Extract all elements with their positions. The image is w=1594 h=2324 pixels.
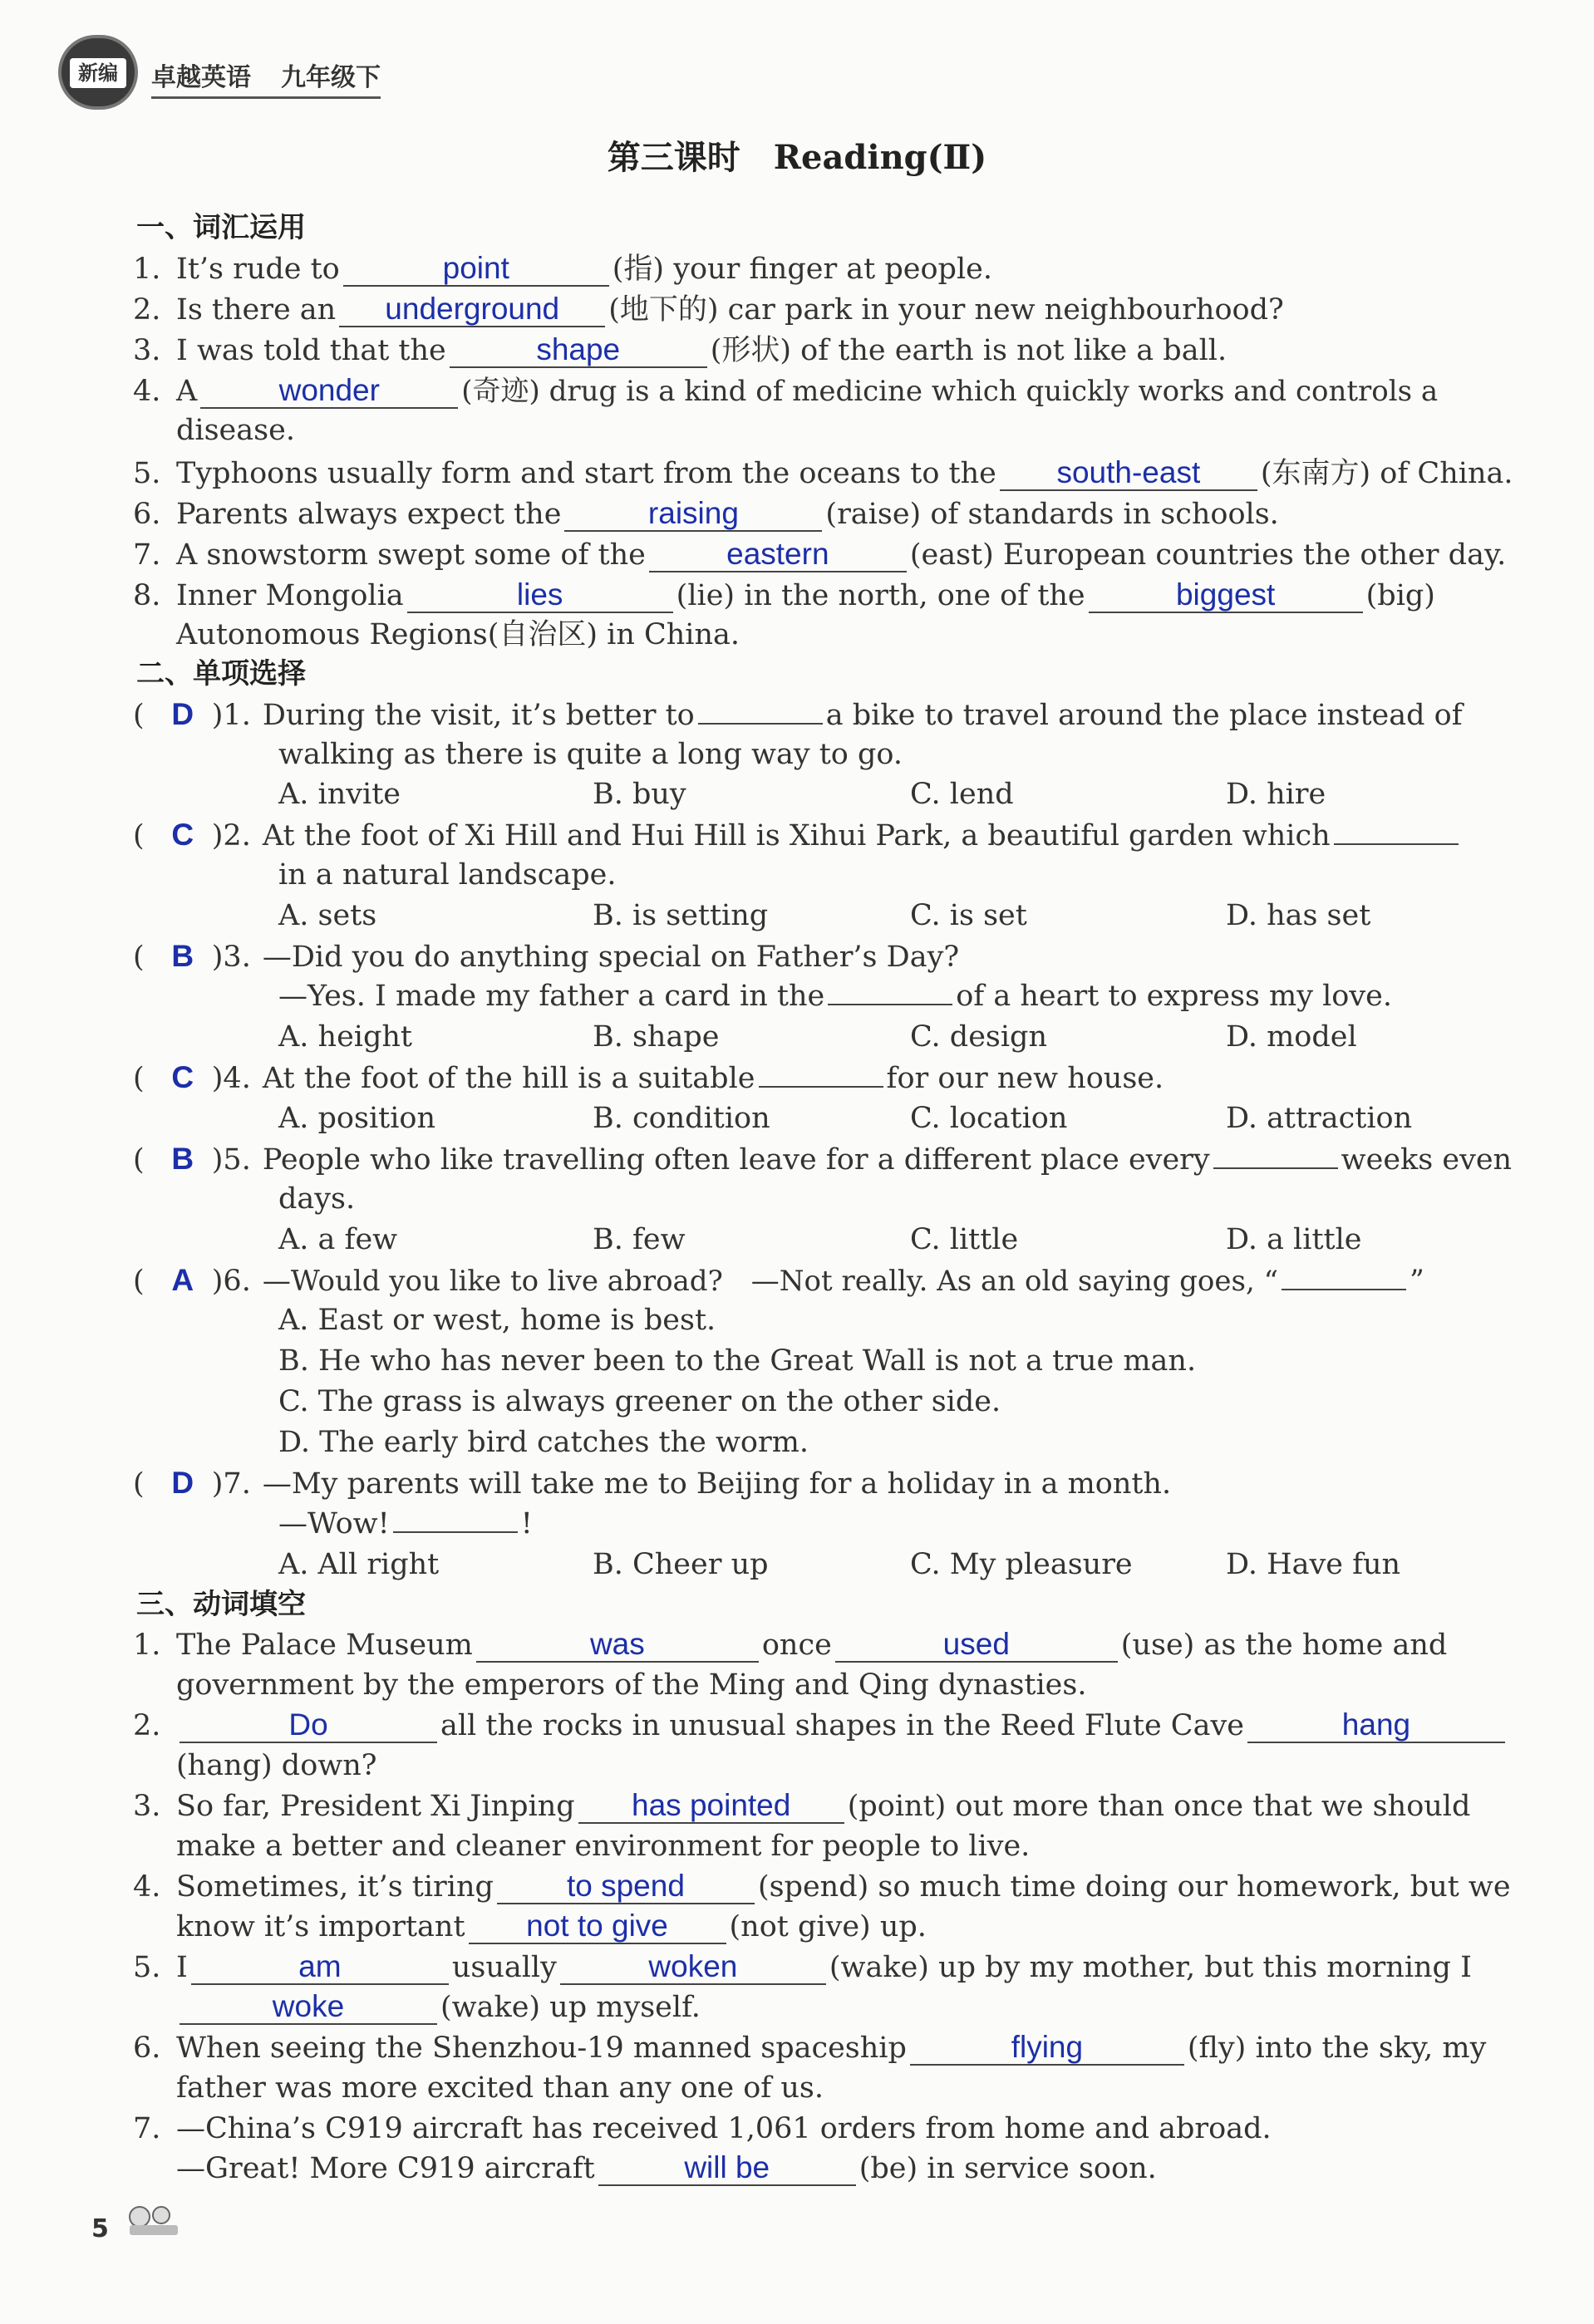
verb-item-4: 4. Sometimes, it’s tiring to spend (spend) so much time doing our homework, but we [133, 1869, 1511, 1904]
answer-blank[interactable]: am [191, 1950, 449, 1985]
mc-question-5: ( B )5. People who like travelling often leave for a different place every weeks even [133, 1139, 1512, 1180]
option[interactable]: D. The early bird catches the worm. [278, 1426, 809, 1459]
vocab-item-4-cont: disease. [176, 414, 295, 447]
verb-item-2: 2. Do all the rocks in unusual shapes in the Reed Flute Cave hang [133, 1706, 1508, 1746]
option[interactable]: B. buy [593, 778, 686, 811]
answer-blank[interactable]: Do [180, 1708, 437, 1743]
option[interactable]: C. little [910, 1223, 1019, 1256]
verb-item-5: 5. I am usually woken (wake) up by my mother, but this morning I [133, 1949, 1472, 1984]
answer-blank[interactable]: biggest [1089, 578, 1363, 613]
option[interactable]: A. position [278, 1102, 436, 1135]
option[interactable]: A. All right [278, 1548, 440, 1581]
answer-blank[interactable] [1282, 1289, 1406, 1290]
verb-item-1: 1. The Palace Museum was once used (use) as the home and [133, 1627, 1448, 1662]
option[interactable]: C. location [910, 1102, 1068, 1135]
vocab-item-6: 6. Parents always expect the raising (raise) of standards in schools. [133, 496, 1279, 531]
option[interactable]: C. design [910, 1020, 1048, 1054]
vocab-item-5: 5. Typhoons usually form and start from the oceans to the south-east (东南方) of China. [133, 455, 1513, 490]
answer-blank[interactable]: woke [180, 1990, 437, 2025]
answer-blank[interactable]: point [343, 252, 609, 287]
mc-answer[interactable]: B [171, 939, 194, 973]
vocab-item-7: 7. A snowstorm swept some of the eastern (east) European countries the other day. [133, 537, 1507, 572]
answer-blank[interactable]: hang [1247, 1708, 1505, 1743]
mc-answer[interactable]: B [171, 1142, 194, 1176]
vocab-item-1: 1. It’s rude to point (指) your finger at people. [133, 251, 992, 286]
answer-blank[interactable]: flying [910, 2031, 1184, 2066]
option[interactable]: A. a few [278, 1223, 398, 1256]
mc-question-6: ( A )6. —Would you like to live abroad? —Not really. As an old saying goes, “ ” [133, 1260, 1424, 1301]
option[interactable]: C. lend [910, 778, 1014, 811]
footer-decoration-icon [125, 2202, 183, 2238]
answer-blank[interactable]: eastern [649, 538, 907, 572]
grade-label: 九年级下 [281, 63, 381, 92]
option[interactable]: D. Have fun [1226, 1548, 1401, 1581]
option[interactable]: B. few [593, 1223, 686, 1256]
page-title: 第三课时 Reading(Ⅱ) [607, 138, 987, 177]
answer-blank[interactable] [698, 723, 823, 725]
verb-item-3: 3. So far, President Xi Jinping has pointed (point) out more than once that we should [133, 1788, 1471, 1823]
answer-blank[interactable]: used [835, 1628, 1118, 1663]
logo-text: 新编 [70, 58, 126, 88]
book-title: 卓越英语 九年级下 [151, 57, 381, 99]
option[interactable]: A. height [278, 1020, 412, 1054]
mc-question-3: ( B )3. —Did you do anything special on Father’s Day? [133, 936, 959, 977]
vocab-item-3: 3. I was told that the shape (形状) of the earth is not like a ball. [133, 332, 1227, 367]
answer-blank[interactable]: not to give [469, 1909, 726, 1944]
answer-blank[interactable]: has pointed [578, 1789, 844, 1824]
answer-blank[interactable]: wonder [200, 374, 458, 409]
option[interactable]: B. Cheer up [593, 1548, 769, 1581]
mc-question-7: ( D )7. —My parents will take me to Beijing for a holiday in a month. [133, 1463, 1171, 1504]
verb-item-6: 6. When seeing the Shenzhou-19 manned spaceship flying (fly) into the sky, my [133, 2030, 1487, 2065]
section-verb-heading: 三、动词填空 [136, 1588, 306, 1621]
option[interactable]: B. is setting [593, 899, 769, 932]
option[interactable]: D. attraction [1226, 1102, 1413, 1135]
mc-answer[interactable]: D [171, 1466, 194, 1500]
mc-answer[interactable]: A [171, 1263, 194, 1297]
answer-blank[interactable]: shape [450, 333, 707, 368]
answer-blank[interactable] [1334, 843, 1459, 845]
answer-blank[interactable]: underground [339, 292, 605, 327]
vocab-item-4: 4. A wonder (奇迹) drug is a kind of medicine which quickly works and controls a [133, 373, 1439, 408]
option[interactable]: A. sets [278, 899, 377, 932]
option[interactable]: B. condition [593, 1102, 770, 1135]
option[interactable]: D. hire [1226, 778, 1326, 811]
vocab-item-8-cont: Autonomous Regions(自治区) in China. [176, 618, 740, 651]
answer-blank[interactable] [828, 1004, 952, 1005]
answer-blank[interactable]: will be [598, 2151, 856, 2186]
mc-question-4: ( C )4. At the foot of the hill is a suitable for our new house. [133, 1058, 1164, 1098]
option[interactable]: B. He who has never been to the Great Wall is not a true man. [278, 1344, 1197, 1378]
option[interactable]: D. has set [1226, 899, 1371, 932]
book-logo-icon [58, 35, 138, 110]
answer-blank[interactable]: was [476, 1628, 759, 1663]
answer-blank[interactable]: lies [407, 578, 673, 613]
option[interactable]: C. is set [910, 899, 1027, 932]
verb-item-7: 7. —China’s C919 aircraft has received 1,061 orders from home and abroad. [133, 2112, 1272, 2145]
option[interactable]: A. East or west, home is best. [278, 1304, 716, 1337]
vocab-item-2: 2. Is there an underground (地下的) car park in your new neighbourhood? [133, 292, 1284, 327]
mc-answer[interactable]: C [171, 1060, 194, 1094]
answer-blank[interactable] [393, 1531, 518, 1533]
answer-blank[interactable] [1213, 1167, 1338, 1169]
option[interactable]: B. shape [593, 1020, 720, 1054]
option[interactable]: C. The grass is always greener on the other side. [278, 1385, 1001, 1418]
vocab-item-8: 8. Inner Mongolia lies (lie) in the north, one of the biggest (big) [133, 577, 1435, 612]
option[interactable]: A. invite [278, 778, 401, 811]
section-mc-heading: 二、单项选择 [136, 657, 306, 690]
answer-blank[interactable]: south-east [1000, 456, 1257, 491]
option[interactable]: D. a little [1226, 1223, 1362, 1256]
mc-question-2: ( C )2. At the foot of Xi Hill and Hui Hill is Xihui Park, a beautiful garden which [133, 815, 1462, 856]
mc-answer[interactable]: D [171, 697, 194, 731]
option[interactable]: D. model [1226, 1020, 1357, 1054]
answer-blank[interactable] [759, 1086, 883, 1088]
answer-blank[interactable]: woken [560, 1950, 826, 1985]
mc-answer[interactable]: C [171, 818, 194, 852]
answer-blank[interactable]: to spend [497, 1870, 755, 1904]
page-number: 5 [91, 2214, 109, 2243]
mc-question-1: ( D )1. During the visit, it’s better to a bike to travel around the place instead of [133, 695, 1463, 735]
answer-blank[interactable]: raising [564, 497, 822, 532]
section-vocab-heading: 一、词汇运用 [136, 211, 306, 244]
option[interactable]: C. My pleasure [910, 1548, 1133, 1581]
